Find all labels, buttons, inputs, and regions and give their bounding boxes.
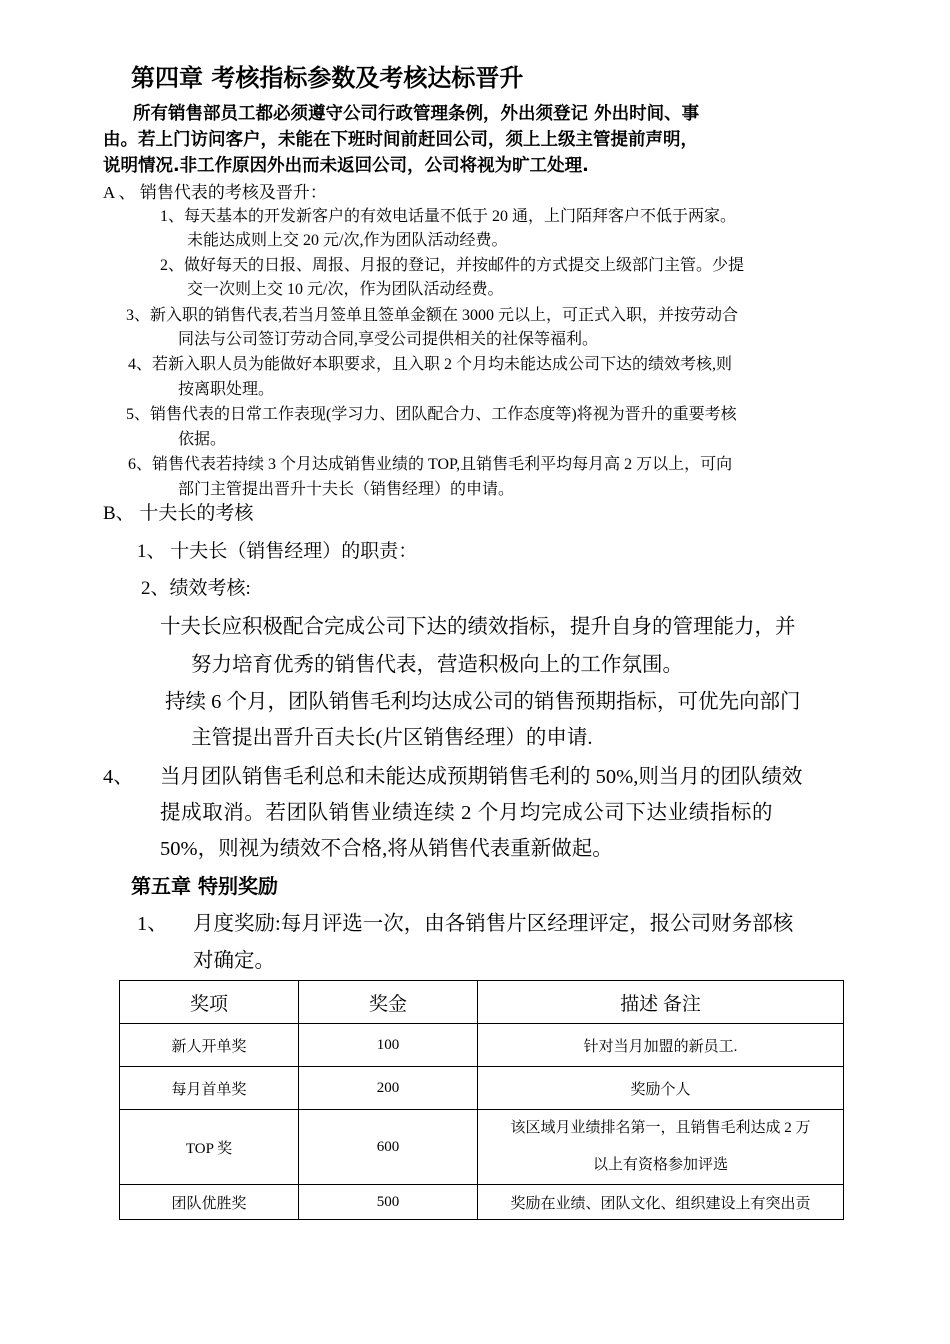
b-item-1: 1、 十夫长（销售经理）的职责： bbox=[137, 541, 418, 562]
award-description: 奖励个人 bbox=[478, 1067, 844, 1110]
award-amount: 200 bbox=[299, 1067, 478, 1110]
a-item-4-line-1: 4、若新入职人员为能做好本职要求，且入职 2 个月均未能达成公司下达的绩效考核,则 bbox=[128, 356, 733, 373]
awards-table bbox=[119, 980, 844, 1220]
intro-line-1: 所有销售部员工都必须遵守公司行政管理条例，外出须登记 外出时间、事 bbox=[133, 104, 700, 124]
award-name: 新人开单奖 bbox=[120, 1024, 299, 1067]
a-item-1-line-2: 未能达成则上交 20 元/次,作为团队活动经费。 bbox=[187, 232, 508, 249]
b-item-4-line-3: 50%，则视为绩效不合格,将从销售代表重新做起。 bbox=[160, 838, 613, 860]
intro-line-2: 由。若上门访问客户，未能在下班时间前赶回公司，须上上级主管提前声明， bbox=[103, 130, 698, 150]
award-amount: 500 bbox=[299, 1185, 478, 1220]
award-amount: 600 bbox=[299, 1110, 478, 1185]
award-description-line-1: 该区域月业绩排名第一，且销售毛利达成 2 万 bbox=[510, 1120, 811, 1136]
award-description: 针对当月加盟的新员工. bbox=[478, 1024, 844, 1067]
b-item-4-line-2: 提成取消。若团队销售业绩连续 2 个月均完成公司下达业绩指标的 bbox=[160, 802, 774, 824]
a-item-3-line-2: 同法与公司签订劳动合同,享受公司提供相关的社保等福利。 bbox=[178, 331, 599, 348]
b-item-4-line-1: 当月团队销售毛利总和未能达成预期销售毛利的 50%,则当月的团队绩效 bbox=[160, 766, 803, 788]
b-para-1-line-1: 十夫长应积极配合完成公司下达的绩效指标，提升自身的管理能力，并 bbox=[160, 616, 796, 638]
b-item-2: 2、绩效考核: bbox=[141, 578, 251, 599]
table-row bbox=[120, 1185, 844, 1220]
b-para-1-line-2: 努力培育优秀的销售代表，营造积极向上的工作氛围。 bbox=[191, 654, 683, 676]
b-para-2-line-1: 持续 6 个月，团队销售毛利均达成公司的销售预期指标，可优先向部门 bbox=[165, 691, 801, 713]
intro-line-3: 说明情况.非工作原因外出而未返回公司，公司将视为旷工处理. bbox=[103, 156, 589, 176]
c5-item-1-line-1: 月度奖励:每月评选一次，由各销售片区经理评定，报公司财务部核 bbox=[193, 913, 794, 935]
table-row bbox=[120, 1024, 844, 1067]
b-item-4-number: 4、 bbox=[103, 766, 134, 788]
award-name: 团队优胜奖 bbox=[120, 1185, 299, 1220]
header-description: 描述 备注 bbox=[478, 981, 844, 1024]
b-para-2-line-2: 主管提出晋升百夫长(片区销售经理）的申请. bbox=[191, 727, 593, 749]
header-amount: 奖金 bbox=[299, 981, 478, 1024]
a-item-5-line-2: 依据。 bbox=[178, 431, 227, 448]
award-description bbox=[478, 1110, 844, 1185]
a-item-2-line-2: 交一次则上交 10 元/次，作为团队活动经费。 bbox=[187, 281, 504, 298]
table-row bbox=[120, 1067, 844, 1110]
c5-item-1-number: 1、 bbox=[137, 913, 168, 935]
award-description-line-2: 以上有资格参加评选 bbox=[592, 1157, 728, 1173]
c5-item-1-line-2: 对确定。 bbox=[193, 950, 275, 972]
a-item-3-line-1: 3、新入职的销售代表,若当月签单且签单金额在 3000 元以上，可正式入职，并按劳动合 bbox=[126, 307, 739, 324]
award-amount: 100 bbox=[299, 1024, 478, 1067]
table-row bbox=[120, 1110, 844, 1185]
award-name: TOP 奖 bbox=[120, 1110, 299, 1185]
award-description: 奖励在业绩、团队文化、组织建设上有突出贡 bbox=[478, 1185, 844, 1220]
a-item-5-line-1: 5、销售代表的日常工作表现(学习力、团队配合力、工作态度等)将视为晋升的重要考核 bbox=[126, 406, 737, 423]
chapter5-title: 第五章 特别奖励 bbox=[131, 874, 278, 898]
a-item-6-line-2: 部门主管提出晋升十夫长（销售经理）的申请。 bbox=[178, 481, 515, 498]
a-item-4-line-2: 按离职处理。 bbox=[178, 381, 275, 398]
table-header-row bbox=[120, 981, 844, 1024]
a-item-6-line-1: 6、销售代表若持续 3 个月达成销售业绩的 TOP,且销售毛利平均每月高 2 万以上，可向 bbox=[128, 456, 733, 473]
header-award: 奖项 bbox=[120, 981, 299, 1024]
a-item-1-line-1: 1、每天基本的开发新客户的有效电话量不低于 20 通，上门陌拜客户不低于两家。 bbox=[160, 208, 737, 225]
section-a-heading: A 、 销售代表的考核及晋升： bbox=[103, 183, 327, 202]
award-name: 每月首单奖 bbox=[120, 1067, 299, 1110]
a-item-2-line-1: 2、做好每天的日报、周报、月报的登记，并按邮件的方式提交上级部门主管。少提 bbox=[160, 257, 745, 274]
section-b-heading: B、 十夫长的考核 bbox=[103, 503, 254, 524]
chapter4-title: 第四章 考核指标参数及考核达标晋升 bbox=[131, 64, 524, 92]
